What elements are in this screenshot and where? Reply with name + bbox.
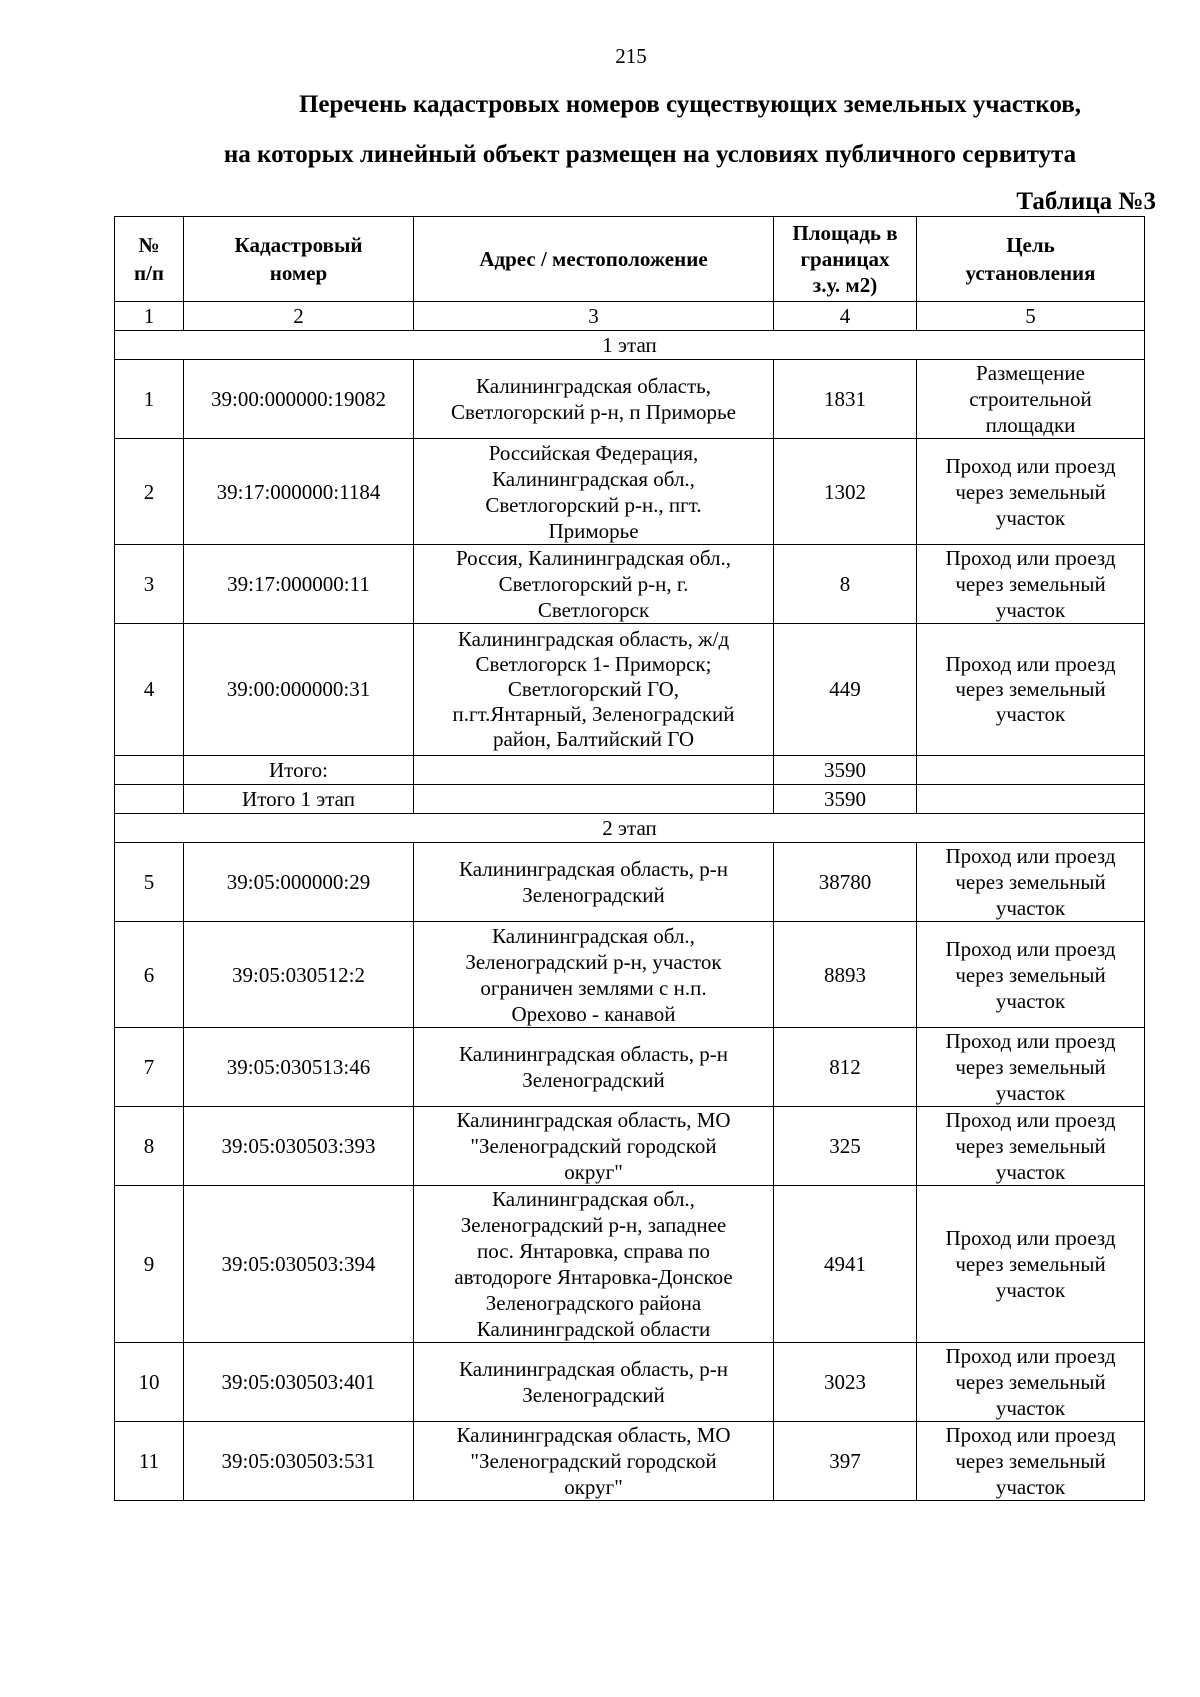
stage-total-label: Итого 1 этап — [184, 785, 414, 814]
address: Калининградская область, Светлогорский р-н, п Приморье — [414, 360, 774, 439]
title-line-1: Перечень кадастровых номеров существующих земельных участков, — [298, 91, 1081, 118]
title-line-2: на которых линейный объект размещен на условиях публичного сервитута — [223, 141, 1077, 168]
purpose: Проход или проезд через земельный участок — [917, 439, 1145, 545]
table-row — [115, 624, 1145, 756]
area-value: 8 — [774, 545, 917, 624]
address: Россия, Калининградская обл., Светлогорский р-н, г. Светлогорск — [414, 545, 774, 624]
table-caption: Таблица №3 — [1016, 188, 1156, 215]
table-row — [115, 922, 1145, 1028]
table-row — [115, 1422, 1145, 1501]
address: Калининградская область, р-н Зеленоградский — [414, 1343, 774, 1422]
purpose: Проход или проезд через земельный участок — [917, 843, 1145, 922]
area-value: 4941 — [774, 1186, 917, 1343]
header-number: № п/п — [115, 217, 184, 302]
address: Калининградская обл., Зеленоградский р-н, участок ограничен землями с н.п. Орехово - канавой — [414, 922, 774, 1028]
row-number: 2 — [115, 439, 184, 545]
table-row — [115, 545, 1145, 624]
column-number: 3 — [414, 302, 774, 331]
stage1-header-row — [115, 331, 1145, 360]
table-body — [115, 217, 1145, 1501]
empty-cell — [917, 756, 1145, 785]
table-row — [115, 1028, 1145, 1107]
area-value: 1302 — [774, 439, 917, 545]
stage-total-value: 3590 — [774, 785, 917, 814]
row-number: 11 — [115, 1422, 184, 1501]
purpose: Проход или проезд через земельный участок — [917, 545, 1145, 624]
table-row — [115, 1186, 1145, 1343]
table-row — [115, 360, 1145, 439]
area-value: 812 — [774, 1028, 917, 1107]
area-value: 325 — [774, 1107, 917, 1186]
address: Калининградская область, МО "Зеленоградский городской округ" — [414, 1422, 774, 1501]
cadastral-number: 39:00:000000:19082 — [184, 360, 414, 439]
header-row — [115, 217, 1145, 302]
address: Калининградская область, МО "Зеленоградский городской округ" — [414, 1107, 774, 1186]
page-number: 215 — [615, 44, 647, 68]
area-value: 397 — [774, 1422, 917, 1501]
address: Калининградская область, р-н Зеленоградский — [414, 843, 774, 922]
row-number: 4 — [115, 624, 184, 756]
purpose: Проход или проезд через земельный участок — [917, 1422, 1145, 1501]
subtotal-value: 3590 — [774, 756, 917, 785]
empty-cell — [917, 785, 1145, 814]
table-row — [115, 1107, 1145, 1186]
header-cadastral-number: Кадастровый номер — [184, 217, 414, 302]
stage2-header-row — [115, 814, 1145, 843]
table-row — [115, 439, 1145, 545]
area-value: 1831 — [774, 360, 917, 439]
subtotal-row — [115, 756, 1145, 785]
address: Калининградская область, р-н Зеленоградский — [414, 1028, 774, 1107]
header-address: Адрес / местоположение — [414, 217, 774, 302]
purpose: Проход или проезд через земельный участок — [917, 1343, 1145, 1422]
address: Калининградская обл., Зеленоградский р-н, западнее пос. Янтаровка, справа по автодороге Янтаровка-Донское Зеленоградского района Калининградской области — [414, 1186, 774, 1343]
row-number: 5 — [115, 843, 184, 922]
cadastral-number: 39:17:000000:11 — [184, 545, 414, 624]
row-number: 10 — [115, 1343, 184, 1422]
cadastral-number: 39:00:000000:31 — [184, 624, 414, 756]
column-number: 2 — [184, 302, 414, 331]
empty-cell — [414, 785, 774, 814]
stage1-label: 1 этап — [115, 331, 1145, 360]
cadastral-number: 39:05:030503:394 — [184, 1186, 414, 1343]
row-number: 6 — [115, 922, 184, 1028]
cadastral-number: 39:05:030503:531 — [184, 1422, 414, 1501]
header-area: Площадь в границах з.у. м2) — [774, 217, 917, 302]
cadastral-number: 39:05:030512:2 — [184, 922, 414, 1028]
column-number-row — [115, 302, 1145, 331]
column-number: 4 — [774, 302, 917, 331]
stage2-label: 2 этап — [115, 814, 1145, 843]
stage-total-row — [115, 785, 1145, 814]
subtotal-label: Итого: — [184, 756, 414, 785]
row-number: 1 — [115, 360, 184, 439]
column-number: 1 — [115, 302, 184, 331]
cadastral-number: 39:17:000000:1184 — [184, 439, 414, 545]
area-value: 449 — [774, 624, 917, 756]
purpose: Проход или проезд через земельный участок — [917, 1028, 1145, 1107]
cadastral-number: 39:05:000000:29 — [184, 843, 414, 922]
empty-cell — [414, 756, 774, 785]
row-number: 7 — [115, 1028, 184, 1107]
purpose: Проход или проезд через земельный участок — [917, 922, 1145, 1028]
cadastral-number: 39:05:030503:393 — [184, 1107, 414, 1186]
address: Калининградская область, ж/д Светлогорск 1- Приморск; Светлогорский ГО, п.гт.Янтарный, Зеленоградский район, Балтийский ГО — [414, 624, 774, 756]
row-number: 8 — [115, 1107, 184, 1186]
row-number: 9 — [115, 1186, 184, 1343]
purpose: Проход или проезд через земельный участок — [917, 1107, 1145, 1186]
header-purpose: Цель установления — [917, 217, 1145, 302]
row-number: 3 — [115, 545, 184, 624]
area-value: 38780 — [774, 843, 917, 922]
empty-cell — [115, 785, 184, 814]
empty-cell — [115, 756, 184, 785]
cadastral-table — [114, 216, 1145, 1501]
purpose: Проход или проезд через земельный участок — [917, 1186, 1145, 1343]
purpose: Размещение строительной площадки — [917, 360, 1145, 439]
area-value: 3023 — [774, 1343, 917, 1422]
cadastral-number: 39:05:030503:401 — [184, 1343, 414, 1422]
cadastral-number: 39:05:030513:46 — [184, 1028, 414, 1107]
area-value: 8893 — [774, 922, 917, 1028]
purpose: Проход или проезд через земельный участок — [917, 624, 1145, 756]
column-number: 5 — [917, 302, 1145, 331]
table-row — [115, 843, 1145, 922]
table-row — [115, 1343, 1145, 1422]
address: Российская Федерация, Калининградская обл., Светлогорский р-н., пгт. Приморье — [414, 439, 774, 545]
